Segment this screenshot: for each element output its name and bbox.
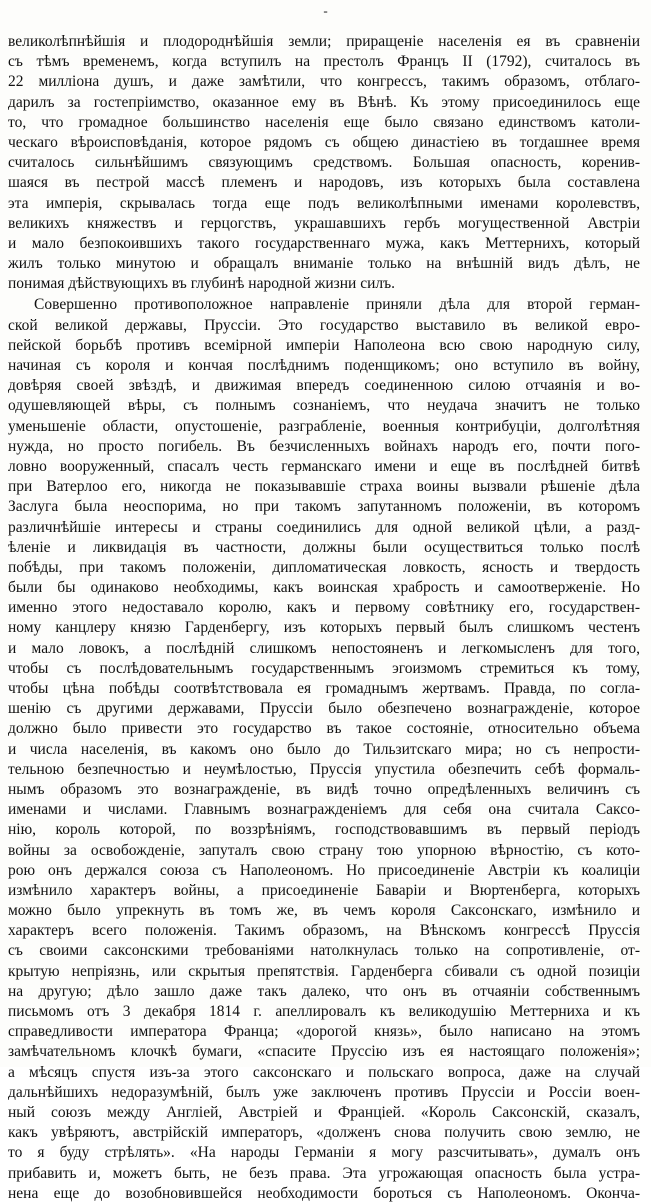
text-line: великихъ княжествъ и герцогствъ, украшавшихъ гербъ могущественной Австріи	[8, 214, 640, 232]
text-line: одушевляющей вѣры, съ полнымъ сознаніемъ, что неудача значитъ не только	[8, 397, 640, 415]
text-line: были бы одинаково необходимы, какъ воинская храбрость и самоотверженіе. Но	[8, 579, 640, 597]
text-line: ловно вооруженный, спасалъ честь германскаго имени и еще въ послѣдней битвѣ	[8, 457, 640, 475]
text-line: тельною безпечностью и неумѣлостью, Пруссія упустила обезпечить себѣ формаль-	[8, 760, 640, 778]
text-line: на другую; дѣло зашло даже такъ далеко, что онъ въ отчаяніи собственнымъ	[8, 982, 640, 1000]
text-line: ѣленіе и ликвидація въ частности, должны были осуществиться только послѣ	[8, 538, 640, 556]
text-line: должно было привести это государство въ такое состояніе, относительно объема	[8, 720, 640, 738]
text-line: прибавить и, можетъ быть, не безъ права. Эта угрожающая опасность была устра-	[8, 1164, 640, 1182]
text-line: довѣряя своей звѣздѣ, и движимая впередъ соединенною силою отчаянія и во-	[8, 377, 640, 395]
text-line: то, что громадное большинство населенія еще было связано единствомъ католи-	[8, 113, 640, 131]
text-line: можно было упрекнуть въ томъ же, въ чемъ короля Саксонскаго, измѣнило и	[8, 902, 640, 920]
text-line: эта имперія, скрывалась тогда еще подъ великолѣпными именами королевствъ,	[8, 194, 640, 212]
text-line: и мало ловокъ, а послѣдній слишкомъ непостояненъ и легкомысленъ для того,	[8, 639, 640, 657]
text-line: ской великой державы, Пруссіи. Это государство выставило въ великой евро-	[8, 316, 640, 334]
text-line: считалось сильнѣйшимъ связующимъ средствомъ. Большая опасность, коренив-	[8, 154, 640, 172]
text-line: нымъ образомъ это вознагражденіе, въ видѣ точно опредѣленныхъ величинъ съ	[8, 780, 640, 798]
text-line: шенію съ другими державами, Пруссіи было обезпечено вознагражденіе, которое	[8, 700, 640, 718]
text-line: Совершенно противоположное направленіе приняли дѣла для второй герман-	[34, 296, 640, 314]
text-line: дарилъ за гостепріимство, оказанное ему въ Вѣнѣ. Къ этому присоединилось еще	[8, 93, 640, 111]
text-line: ческаго вѣроисповѣданія, которое рядомъ съ общею династіею въ тогдашнее время	[8, 133, 640, 151]
text-line: измѣнило характеръ войны, а присоединеніе Баваріи и Вюртенберга, которыхъ	[8, 881, 640, 899]
text-line: войны за освобожденіе, запуталъ свою страну тою упорною вѣрностію, съ кото-	[8, 841, 640, 859]
text-line: съ своими саксонскими требованіями натолкнулась только на сопротивленіе, от-	[8, 942, 640, 960]
paragraph	[8, 295, 640, 1203]
text-line: ному канцлеру князю Гарденбергу, изъ которыхъ первый былъ слишкомъ честенъ	[8, 619, 640, 637]
text-line: то я буду стрѣлять». «На народы Германіи я могу разсчитывать», думалъ онъ	[8, 1144, 640, 1162]
text-line: Заслуга была неоспорима, но при такомъ запутанномъ положеніи, въ которомъ	[8, 498, 640, 516]
text-line: уменьшеніе области, опустошеніе, разграбленіе, военныя контрибуціи, долголѣтняя	[8, 417, 640, 435]
paragraph	[8, 32, 640, 294]
text-line: великолѣпнѣйшія и плодороднѣйшія земли; приращеніе населенія ея въ сравненіи	[8, 33, 640, 50]
text-line: чтобы съ послѣдовательнымъ государственнымъ эгоизмомъ стремиться къ тому,	[8, 659, 640, 677]
text-line: нена еще до возобновившейся необходимости бороться съ Наполеономъ. Оконча-	[8, 1184, 640, 1202]
text-line: 22 милліона душъ, и даже замѣтили, что конгрессъ, такимъ образомъ, отблаго-	[8, 73, 640, 91]
text-line: понимая дѣйствующихъ въ глубинѣ народной жизни силъ.	[8, 275, 396, 293]
text-line: письмомъ отъ 3 декабря 1814 г. апеллировалъ къ великодушію Меттерниха и къ	[8, 1003, 640, 1020]
text-line: дальнѣйшихъ недоразумѣній, былъ уже заключенъ противъ Пруссіи и Россіи воен-	[8, 1083, 640, 1101]
text-line: именами и числами. Главнымъ вознагражденіемъ для себя она считала Саксо-	[8, 801, 640, 819]
text-line: ный союзъ между Англіей, Австріей и Франціей. «Король Саксонскій, сказалъ,	[8, 1103, 640, 1121]
body-text	[8, 32, 640, 1204]
text-line: и мало безпокоившихъ такого государственнаго мужа, какъ Меттернихъ, который	[8, 234, 640, 252]
text-line: и числа населенія, въ какомъ оно было до Тильзитскаго мира; но съ непрости-	[8, 740, 640, 758]
text-line: рою онъ держался союза съ Наполеономъ. Но присоединеніе Австріи къ коалиціи	[8, 861, 640, 879]
text-line: крытую непріязнь, или скрытыя препятствія. Гарденберга сбивали съ одной позиціи	[8, 962, 640, 980]
text-line: при Ватерлоо его, никогда не показывавшіе страха воины вызвали рѣшеніе дѣла	[8, 478, 640, 496]
text-line: пейской борьбѣ противъ всемірной имперіи Наполеона всю свою народную силу,	[8, 336, 640, 354]
text-line: нію, король которой, по воззрѣніямъ, господствовавшимъ въ первый періодъ	[8, 821, 640, 839]
text-line: какъ увѣряютъ, австрійскій императоръ, «долженъ снова получить свою землю, не	[8, 1124, 640, 1142]
text-line: характеръ всего положенія. Такимъ образомъ, на Вѣнскомъ конгрессѣ Пруссія	[8, 922, 640, 940]
text-line: жилъ только минутою и обращалъ вниманіе только на внѣшній видъ дѣлъ, не	[8, 255, 640, 273]
text-line: съ тѣмъ временемъ, когда вступилъ на престолъ Францъ II (1792), считалось въ	[8, 53, 640, 71]
text-line: справедливости императора Франца; «дорогой князь», было написано на этомъ	[8, 1023, 640, 1041]
text-line: шаяся въ пестрой массѣ племенъ и народовъ, изъ которыхъ была составлена	[8, 174, 640, 192]
text-line: а мѣсяцъ спустя изъ-за этого саксонскаго и польскаго вопроса, даже на случай	[8, 1063, 640, 1081]
page-header-mark: -	[323, 3, 328, 18]
text-line: начиная съ короля и кончая послѣднимъ поденщикомъ; оно вступило въ войну,	[8, 357, 640, 374]
text-line: различнѣйшіе интересы и страны соединились для одной великой цѣли, а разд-	[8, 518, 640, 536]
text-line: побѣды, при такомъ положеніи, дипломатическая ловкость, ясность и твердость	[8, 558, 640, 576]
text-line: именно этого недоставало королю, какъ и первому совѣтнику его, государствен-	[8, 599, 640, 617]
text-line: нужда, но просто погибель. Въ безчисленныхъ войнахъ народъ его, почти пого-	[8, 437, 640, 455]
text-line: чтобы цѣна побѣды соотвѣтствовала ея громаднымъ жертвамъ. Правда, по согла-	[8, 680, 640, 697]
text-line: замѣчательномъ клочкѣ бумаги, «спасите Пруссію изъ ея настоящаго положенія»;	[8, 1043, 640, 1061]
